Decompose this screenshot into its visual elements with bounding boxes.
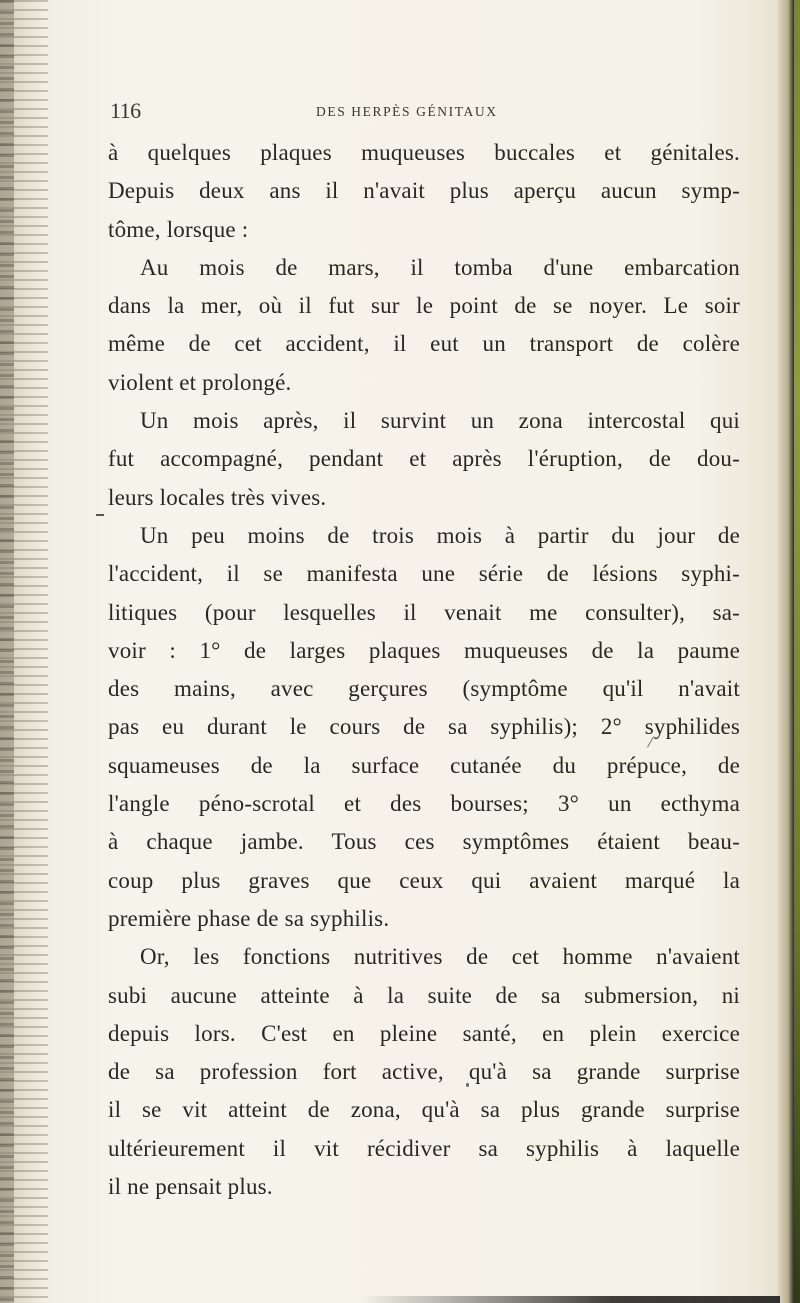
text-line: violent et prolongé. bbox=[108, 369, 292, 395]
text-line: voir : 1° de larges plaques muqueuses de la paume bbox=[108, 637, 740, 663]
text-line: fut accompagné, pendant et après l'éruption, de dou- bbox=[108, 446, 740, 472]
text-line: ultérieurement il vit récidiver sa syphilis à laquelle bbox=[108, 1135, 740, 1161]
text-line: des mains, avec gerçures (symptôme qu'il n'avait bbox=[108, 676, 740, 702]
margin-dash-mark bbox=[96, 514, 104, 516]
text-line: même de cet accident, il eut un transport de colère bbox=[108, 331, 740, 357]
text-line: de sa profession fort active, qu'à sa grande surprise bbox=[108, 1059, 740, 1085]
left-binding-shadow bbox=[0, 0, 14, 1303]
text-line: Or, les fonctions nutritives de cet homme n'avaient bbox=[140, 944, 740, 970]
right-edge-strip bbox=[794, 0, 800, 1303]
text-line: Un peu moins de trois mois à partir du jour de bbox=[140, 522, 740, 548]
text-line: subi aucune atteinte à la suite de sa submersion, ni bbox=[108, 982, 740, 1008]
bottom-edge-shadow bbox=[360, 1296, 780, 1303]
page-number: 116 bbox=[110, 98, 141, 123]
text-line: pas eu durant le cours de sa syphilis); 2° syphilides bbox=[108, 714, 740, 740]
text-line: l'angle péno-scrotal et des bourses; 3° un ecthyma bbox=[108, 791, 740, 817]
text-line: leurs locales très vives. bbox=[108, 484, 327, 510]
text-line: à quelques plaques muqueuses buccales et génitales. bbox=[108, 140, 740, 165]
text-line: coup plus graves que ceux qui avaient marqué la bbox=[108, 867, 740, 893]
text-line: Un mois après, il survint un zona intercostal qui bbox=[140, 408, 740, 434]
text-line: il se vit atteint de zona, qu'à sa plus grande surprise bbox=[108, 1097, 740, 1123]
text-line: depuis lors. C'est en pleine santé, en plein exercice bbox=[108, 1020, 740, 1046]
running-head: DES HERPÈS GÉNITAUX bbox=[316, 104, 498, 119]
text-line: litiques (pour lesquelles il venait me consulter), sa- bbox=[108, 599, 740, 625]
text-line: Au mois de mars, il tomba d'une embarcation bbox=[140, 254, 740, 280]
text-line: dans la mer, où il fut sur le point de se noyer. Le soir bbox=[108, 293, 740, 319]
text-line: l'accident, il se manifesta une série de lésions syphi- bbox=[108, 561, 740, 587]
body-text bbox=[108, 134, 740, 1206]
page-header bbox=[110, 98, 770, 132]
text-line: il ne pensait plus. bbox=[108, 1174, 273, 1200]
text-line: Depuis deux ans il n'avait plus aperçu aucun symp- bbox=[108, 178, 740, 204]
text-line: à chaque jambe. Tous ces symptômes étaient beau- bbox=[108, 829, 740, 855]
text-line: squameuses de la surface cutanée du prépuce, de bbox=[108, 752, 740, 778]
text-line: tôme, lorsque : bbox=[108, 216, 249, 242]
text-line: première phase de sa syphilis. bbox=[108, 905, 390, 931]
